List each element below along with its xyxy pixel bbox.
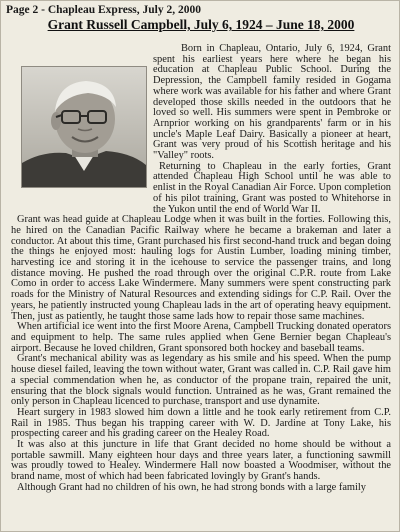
article-paragraph: When artificial ice went into the first Moore Arena, Campbell Trucking donated operators and equipment to help. The same rules applied when Gene Bernier began Chapleau's airport. Because he loved children, Grant sponsored both hockey and baseball teams. <box>11 321 391 354</box>
article-paragraph: Heart surgery in 1983 slowed him down a little and he took early retirement from C.P. Rail in 1985. Thus began his trapping career with W. D. Jardine at Tony Lake, his prospecting career and his grading career on the Healey Road. <box>11 406 391 440</box>
photo-spacer <box>11 44 153 210</box>
article-paragraph: Returning to Chapleau in the early forties, Grant attended Chapleau High School until he was able to enlist in the Royal Canadian Air Force. Upon completion of his pilot training, Grant was posted to Whitehorse in the Yukon until the end of World War II. <box>153 160 391 215</box>
masthead: Page 2 - Chapleau Express, July 2, 2000 <box>6 4 201 16</box>
article-paragraph: Born in Chapleau, Ontario, July 6, 1924, Grant spent his earliest years here where he began his education at Chapleau Public School. During the Depression, the Campbell family resided in Gogama where work was available for his father and where Grant developed those skills needed in the outdoors that he loved so well. His summers were spent in Pembroke or Arnprior working on his grandparents' farm or in his uncle's Maple Leaf Dairy. Basically a pioneer at heart, Grant was very proud of his Scottish heritage and his "Valley" roots. <box>153 43 391 162</box>
article-paragraph: It was also at this juncture in life that Grant decided no home should be without a portable sawmill. Many eighteen hour days and three years later, a functioning sawmill was proudly towed to Healey. Windermere Hall now boasted a Woodmiser, without the brand name, most of which had been fabricated lovingly by Grant's hands. <box>11 439 391 483</box>
article-paragraph: Although Grant had no children of his own, he had strong bonds with a large family <box>17 481 366 493</box>
article-title <box>1 17 400 33</box>
article-paragraph: Grant's mechanical ability was as legendary as his smile and his speed. When the pump house diesel failed, leaving the town without water, Grant was called in. C.P. Rail gave him a special commendation when he, as conductor of the propane train, repaired the unit, ensuring that the block signals would function. Untrained as he was, Grant remained the only person in Chapleau licenced to purchase, transport and use dynamite. <box>11 353 391 408</box>
article-paragraph: Grant was head guide at Chapleau Lodge when it was built in the forties. Following this, he hired on the Canadian Pacific Railway where he became a brakeman and later a conductor. At about this time, Grant purchased his first second-hand truck and began doing the things he enjoyed most: hauling logs for Austin Lumber, loading mining timber, harvesting ice and storing it in the icehouse to service the passenger trains, and long distance moving. He pushed the road through over the original C.P.R. route from Lake Como in order to access Lake Windermere. Many summers were spent constructing park roads for the Ministry of Natural Resources and extending sidings for C.P. Rail. Over the years, he patiently instructed young Chapleau lads in the art of operating heavy equipment. Then, just as patiently, he taught those same lads how to repair those same machines. <box>11 214 391 322</box>
article-body <box>11 44 391 494</box>
article-title-text: Grant Russell Campbell, July 6, 1924 – June 18, 2000 <box>47 17 355 32</box>
